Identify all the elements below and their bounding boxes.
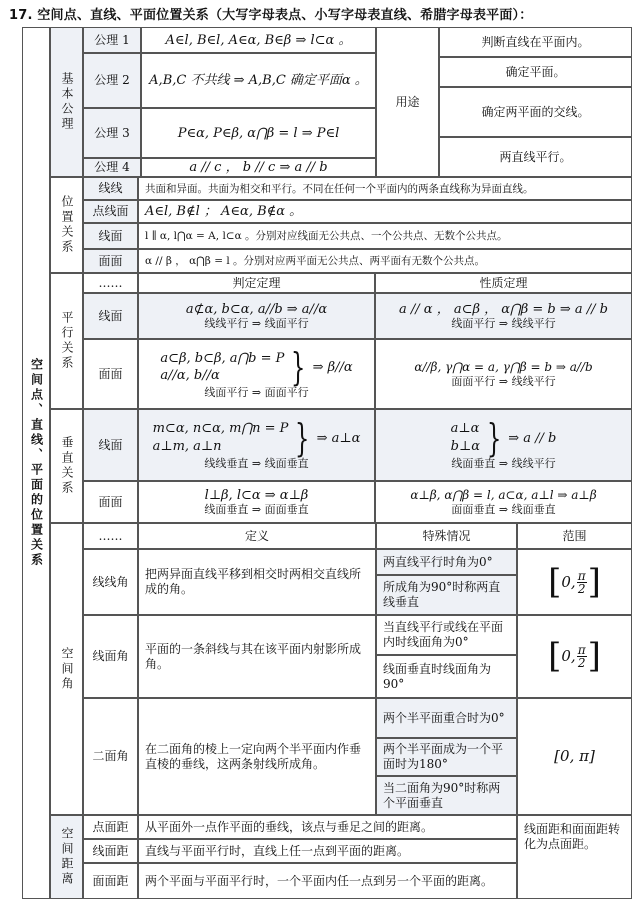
parallel-plane-plane-judge-result: ⇒ β//α: [312, 359, 353, 375]
brace-icon: }: [295, 416, 310, 460]
parallel-group-label: 平行关系: [50, 273, 83, 409]
perp-plane-plane-prop-note: 面面垂直 ⇒ 线面垂直: [451, 502, 556, 516]
parallel-line-plane-prop-note: 线面平行 ⇒ 线线平行: [451, 316, 556, 330]
axiom-3-name: 公理 3: [83, 108, 141, 158]
perp-line-plane-prop-note: 线面垂直 ⇒ 线线平行: [451, 457, 556, 470]
parallel-col-prop: 性质定理: [375, 273, 632, 293]
angle-dihedral-special-3: 当二面角为90°时称两个平面垂直: [376, 776, 517, 815]
distance-point-plane-name: 点面距: [83, 815, 138, 839]
distance-plane-plane-name: 面面距: [83, 863, 138, 899]
parallel-dots: ……: [83, 273, 138, 293]
parallel-col-judge: 判定定理: [138, 273, 375, 293]
angles-col-def: 定义: [138, 523, 376, 549]
parallel-line-plane-judge: [138, 293, 375, 339]
positions-group-label: 位置关系: [50, 177, 83, 273]
position-line-line-content: 共面和异面。共面为相交和平行。不同在任何一个平面内的两条直线称为异面直线。: [138, 177, 632, 200]
angle-line-plane-def: 平面的一条斜线与其在该平面内射影所成角。: [138, 615, 376, 698]
distance-plane-plane-content: 两个平面与平面平行时，一个平面内任一点到另一个平面的距离。: [138, 863, 517, 899]
range-lower: 0,: [561, 647, 576, 665]
axiom-4-content: a // c ， b // c ⇒ a // b: [141, 158, 376, 177]
position-point-line-plane-content: A∈l, B∉l ； A∈α, B∉α 。: [138, 200, 632, 223]
parallel-plane-plane-prop-note: 面面平行 ⇒ 线线平行: [451, 374, 556, 388]
position-plane-plane-name: 面面: [83, 249, 138, 273]
angle-line-line-def: 把两异面直线平移到相交时两相交直线所成的角。: [138, 549, 376, 615]
parallel-plane-plane-prop-formula: α//β, γ⋂α = a, γ⋂β = b ⇒ a//b: [414, 359, 593, 374]
perp-line-plane-judge-line1: m⊂α, n⊂α, m⋂n = P: [152, 421, 289, 436]
range-numerator: π: [577, 568, 586, 583]
axioms-group-label: 基本公理: [50, 27, 83, 177]
angle-line-line-special-1: 两直线平行时角为0°: [376, 549, 517, 575]
parallel-plane-plane-judge: [138, 339, 375, 409]
axiom-use-1: 判断直线在平面内。: [439, 27, 632, 57]
perp-line-plane-judge-result: ⇒ a⊥α: [316, 430, 361, 446]
range-numerator: π: [577, 643, 586, 657]
angle-line-plane-special-1: 当直线平行或线在平面内时线面角为0°: [376, 615, 517, 655]
axiom-use-4: 两直线平行。: [439, 137, 632, 177]
distances-group-label: 空间距离: [50, 815, 83, 899]
axiom-3-content: P∈α, P∈β, α⋂β = l ⇒ P∈l: [141, 108, 376, 158]
perp-line-plane-judge-note: 线线垂直 ⇒ 线面垂直: [204, 457, 309, 470]
parallel-plane-plane-judge-line2: a//α, b//α: [160, 368, 220, 383]
brace-icon: }: [291, 345, 306, 389]
side-label: 空间点、直线、平面的位置关系: [22, 27, 50, 899]
position-point-line-plane-name: 点线面: [83, 200, 138, 223]
perp-line-plane-prop-result: ⇒ a // b: [508, 430, 557, 446]
distance-line-plane-name: 线面距: [83, 839, 138, 863]
angle-line-line-range: [ 0, $\frac{\pi}{2}$ ]: [517, 549, 632, 615]
perp-plane-plane-prop-formula: α⊥β, α⋂β = l, a⊂α, a⊥l ⇒ a⊥β: [410, 487, 597, 502]
perp-plane-plane-judge: [138, 481, 375, 523]
perp-plane-plane-prop: [375, 481, 632, 523]
distances-note: 线面距和面面距转化为点面距。: [517, 815, 632, 899]
axiom-2-name: 公理 2: [83, 53, 141, 108]
perpendicular-group-label: 垂直关系: [50, 409, 83, 523]
parallel-line-plane-judge-note: 线线平行 ⇒ 线面平行: [204, 316, 309, 330]
angle-dihedral-special-2: 两个半平面成为一个平面时为180°: [376, 738, 517, 776]
parallel-plane-plane-judge-note: 线面平行 ⇒ 面面平行: [204, 386, 309, 399]
axiom-use-label: 用途: [376, 27, 439, 177]
perp-line-plane-prop-line2: b⊥α: [450, 439, 480, 454]
position-plane-plane-content: α // β ， α⋂β = l 。分别对应两平面无公共点、两平面有无数个公共点。: [138, 249, 632, 273]
perp-line-plane-judge: [138, 409, 375, 481]
angle-line-plane-range: [ 0, $\frac{\pi}{2}$ ]: [517, 615, 632, 698]
axiom-1-name: 公理 1: [83, 27, 141, 53]
parallel-line-plane-prop: [375, 293, 632, 339]
perp-plane-plane-name: 面面: [83, 481, 138, 523]
parallel-line-plane-prop-formula: a // α ， a⊂β ， α⋂β = b ⇒ a // b: [399, 301, 608, 317]
angle-dihedral-name: 二面角: [83, 698, 138, 815]
perp-line-plane-name: 线面: [83, 409, 138, 481]
angles-group-label: 空间角: [50, 523, 83, 815]
axiom-4-name: 公理 4: [83, 158, 141, 177]
axiom-2-content: A,B,C 不共线 ⇒ A,B,C 确定平面α 。: [141, 53, 376, 108]
parallel-line-plane-name: 线面: [83, 293, 138, 339]
parallel-plane-plane-name: 面面: [83, 339, 138, 409]
angle-dihedral-range: [517, 698, 632, 815]
angle-line-plane-special-2: 线面垂直时线面角为90°: [376, 655, 517, 698]
range-lower: 0,: [561, 572, 576, 591]
perp-line-plane-judge-line2: a⊥m, a⊥n: [152, 439, 222, 454]
page-title: 17. 空间点、直线、平面位置关系（大写字母表点、小写字母表直线、希腊字母表平面）：: [9, 8, 533, 23]
brace-icon: }: [486, 416, 502, 460]
angle-dihedral-def: 在二面角的棱上一定向两个半平面内作垂直棱的垂线，这两条射线所成角。: [138, 698, 376, 815]
angle-line-plane-name: 线面角: [83, 615, 138, 698]
perp-line-plane-prop: [375, 409, 632, 481]
angle-line-line-name: 线线角: [83, 549, 138, 615]
angles-dots: ……: [83, 523, 138, 549]
parallel-plane-plane-judge-line1: a⊂β, b⊂β, a⋂b = P: [160, 351, 285, 366]
angle-line-line-special-2: 所成角为90°时称两直线垂直: [376, 575, 517, 615]
range-denominator: 2: [577, 656, 586, 670]
angles-col-range: 范围: [517, 523, 632, 549]
angle-dihedral-special-1: 两个半平面重合时为0°: [376, 698, 517, 738]
perp-plane-plane-judge-note: 线面垂直 ⇒ 面面垂直: [204, 502, 309, 516]
parallel-line-plane-judge-formula: a⊄α, b⊂α, a//b ⇒ a//α: [185, 301, 328, 317]
axiom-use-3: 确定两平面的交线。: [439, 87, 632, 137]
position-line-plane-name: 线面: [83, 223, 138, 249]
parallel-plane-plane-prop: [375, 339, 632, 409]
angle-dihedral-range-value: [0, π]: [554, 747, 595, 765]
angles-col-special: 特殊情况: [376, 523, 517, 549]
axiom-use-2: 确定平面。: [439, 57, 632, 87]
axiom-1-content: A∈l, B∈l, A∈α, B∈β ⇒ l⊂α 。: [141, 27, 376, 53]
perp-plane-plane-judge-formula: l⊥β, l⊂α ⇒ α⊥β: [204, 487, 309, 503]
position-line-line-name: 线线: [83, 177, 138, 200]
distance-point-plane-content: 从平面外一点作平面的垂线，该点与垂足之间的距离。: [138, 815, 517, 839]
position-line-plane-content: l ∥ α, l⋂α = A, l⊂α 。分别对应线面无公共点、一个公共点、无数个公共点。: [138, 223, 632, 249]
range-denominator: 2: [577, 581, 586, 596]
perp-line-plane-prop-line1: a⊥α: [450, 421, 480, 436]
distance-line-plane-content: 直线与平面平行时，直线上任一点到平面的距离。: [138, 839, 517, 863]
